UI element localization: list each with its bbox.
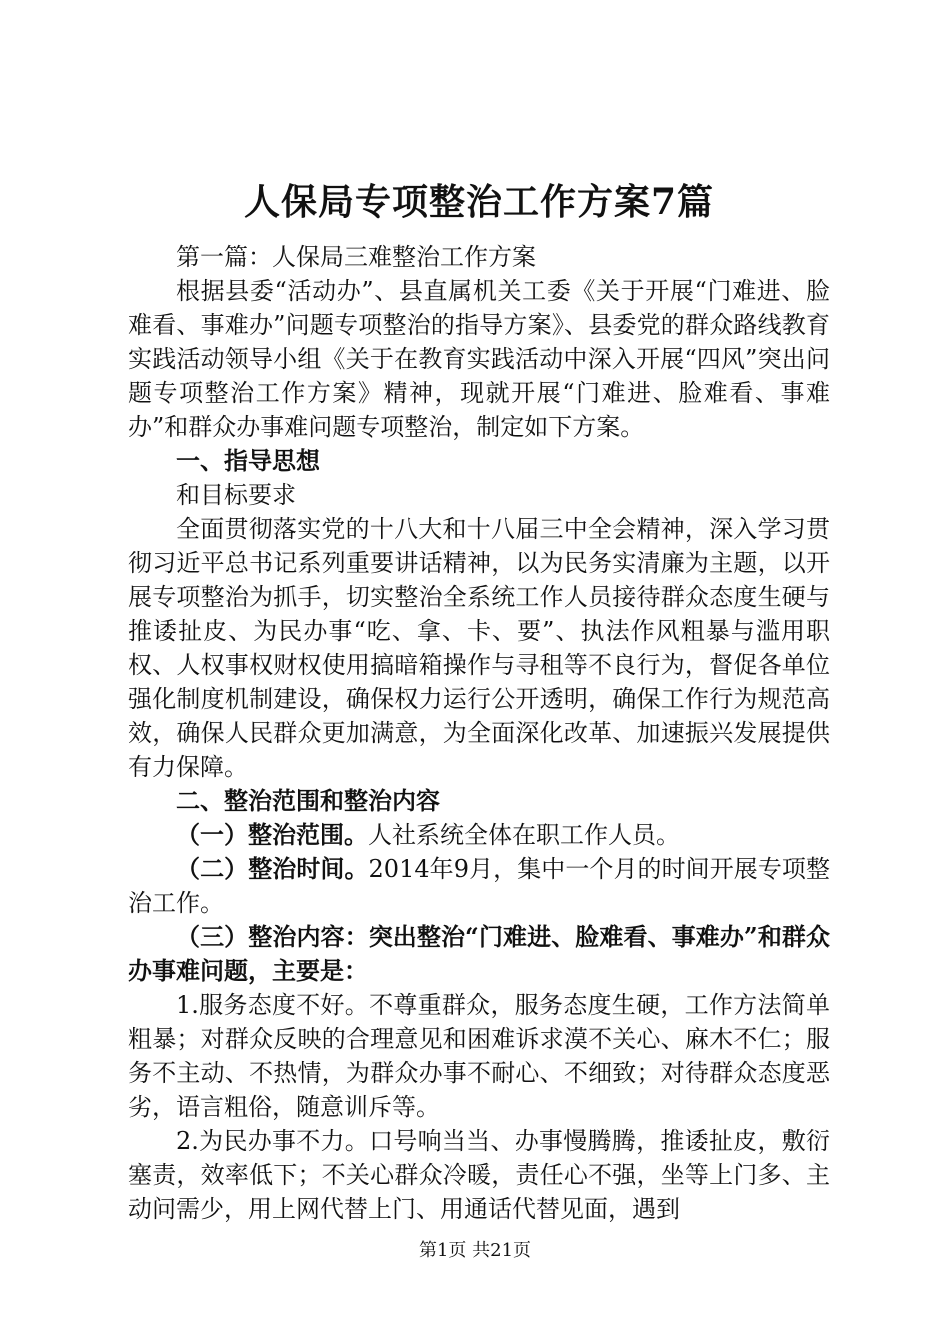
document-title: 人保局专项整治工作方案7篇	[243, 181, 715, 223]
paragraph-intro: 根据县委“活动办”、县直属机关工委《关于开展“门难进、脸难看、事难办”问题专项整治的指导方案》、县委党的群众路线教育实践活动领导小组《关于在教育实践活动中深入开展“四风”突出问题专项整治工作方案》精神，现就开展“门难进、脸难看、事难办”和群众办事难问题专项整治，制定如下方案。	[128, 277, 830, 441]
paragraph-item-1: 1.服务态度不好。不尊重群众，服务态度生硬，工作方法简单粗暴；对群众反映的合理意见和困难诉求漠不关心、麻木不仁；服务不主动、不热情，为群众办事不耐心、不细致；对待群众态度恶劣，语言粗俗，随意训斥等。	[128, 991, 830, 1121]
section-heading-guiding-thought: 一、指导思想	[176, 446, 320, 475]
section-heading-rectification-content: （三）整治内容：突出整治“门难进、脸难看、事难办”和群众办事难问题，主要是：	[128, 922, 830, 985]
section-heading-scope-content: 二、整治范围和整治内容	[176, 786, 440, 815]
time-label: （二）整治时间。	[176, 854, 369, 883]
paragraph-guiding-content: 全面贯彻落实党的十八大和十八届三中全会精神，深入学习贯彻习近平总书记系列重要讲话精神，以为民务实清廉为主题，以开展专项整治为抓手，切实整治全系统工作人员接待群众态度生硬与推诿扯皮、为民办事“吃、拿、卡、要”、执法作风粗暴与滥用职权、人权事权财权使用搞暗箱操作与寻租等不良行为，督促各单位强化制度机制建设，确保权力运行公开透明，确保工作行为规范高效，确保人民群众更加满意，为全面深化改革、加速振兴发展提供有力保障。	[128, 515, 830, 781]
paragraph-item-2: 2.为民办事不力。口号响当当、办事慢腾腾，推诿扯皮，敷衍塞责，效率低下；不关心群众冷暖，责任心不强，坐等上门多、主动问需少，用上网代替上门、用通话代替见面，遇到	[128, 1127, 830, 1223]
paragraph-scope	[128, 818, 830, 852]
page-footer: 第1页 共21页	[418, 1240, 532, 1261]
paragraph-chapter-title: 第一篇：人保局三难整治工作方案	[176, 243, 536, 271]
document-body	[128, 178, 830, 1226]
scope-label: （一）整治范围。	[176, 820, 368, 849]
time-text: 2014年9月，集中一个月的时间开展专项整治工作。	[128, 855, 830, 917]
scope-text: 人社系统全体在职工作人员。	[368, 821, 680, 849]
paragraph-time	[128, 852, 830, 920]
paragraph-goal-requirements: 和目标要求	[176, 481, 296, 509]
